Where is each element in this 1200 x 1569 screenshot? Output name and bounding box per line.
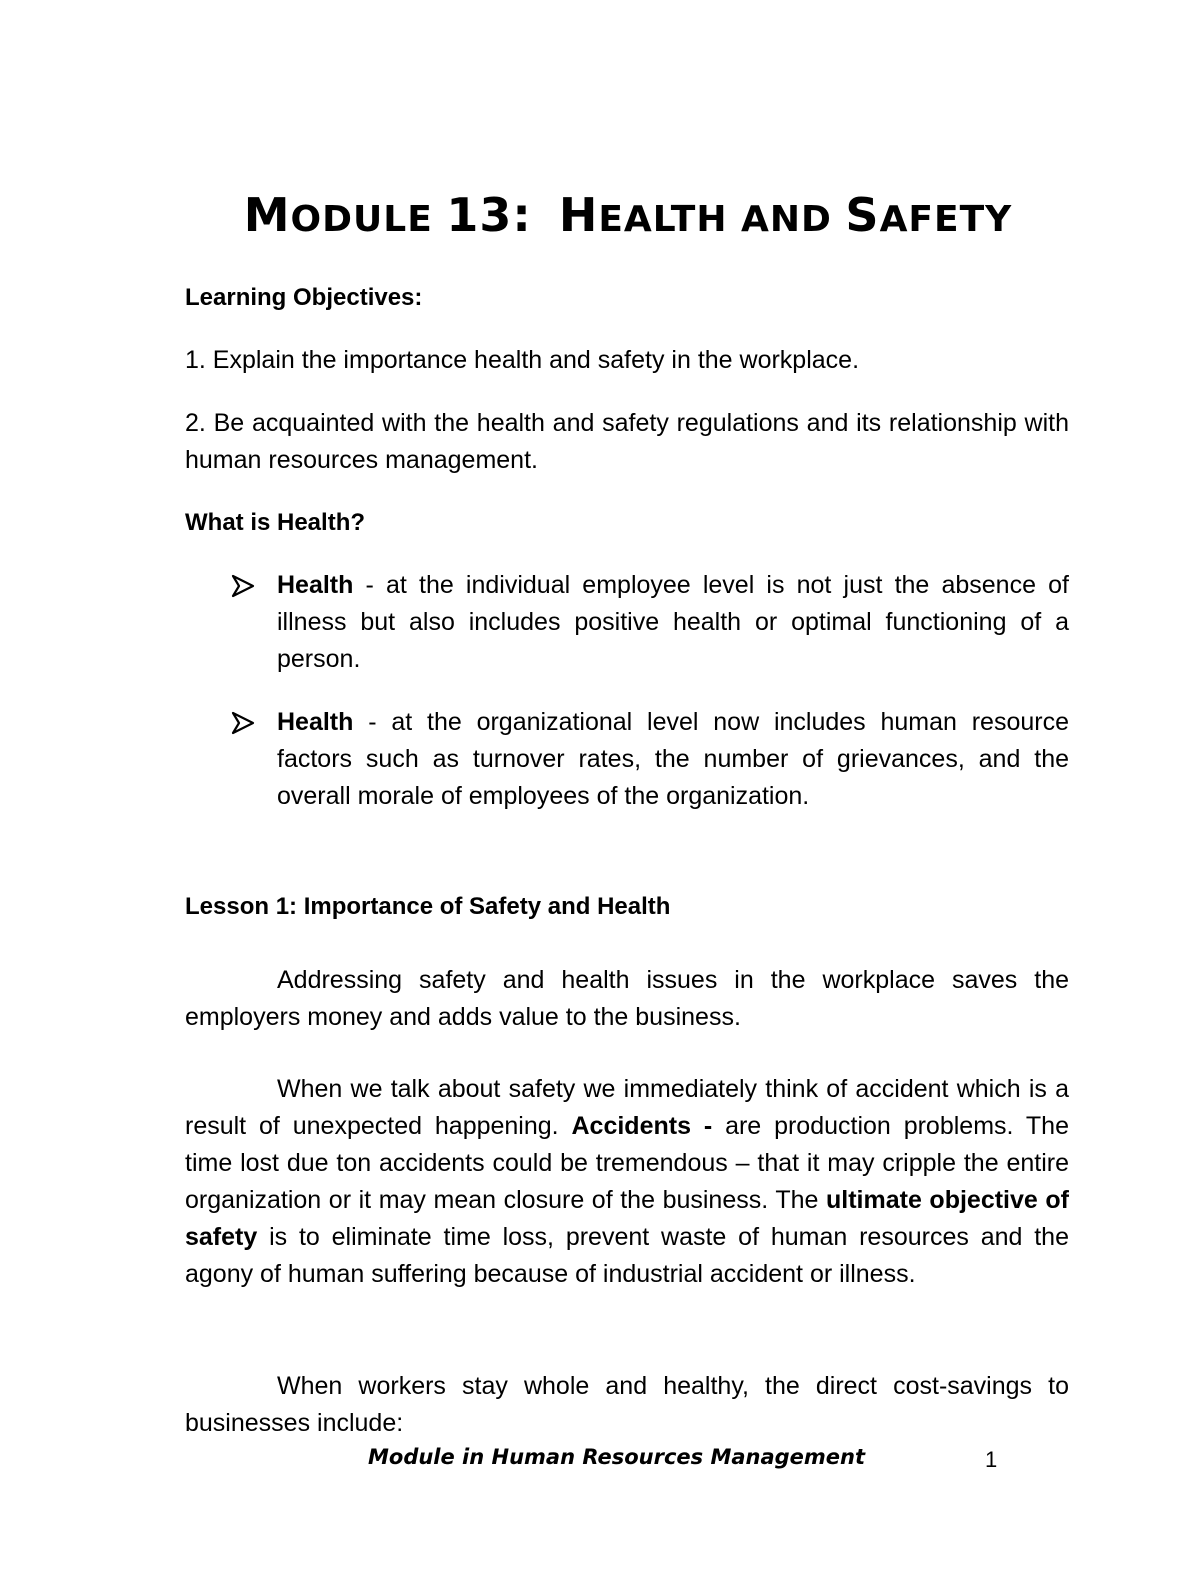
health-bullet-2 [277,704,1069,815]
bullet-text: - at the individual employee level is not just the absence of illness but also includes positive health or optimal functioning of a person. [277,571,1069,673]
page-number: 1 [985,1447,998,1472]
arrow-bullet-icon [231,574,255,598]
health-bullet-1 [277,567,1069,678]
objective-item-1: 1. Explain the importance health and safety in the workplace. [185,346,860,374]
lesson-1-paragraph-1: Addressing safety and health issues in the workplace saves the employers money and adds value to the business. [185,966,1069,1031]
accidents-term: Accidents - [571,1112,713,1140]
page-title: MODULE 13: HEALTH AND SAFETY [243,188,1013,242]
arrow-bullet-icon [231,711,255,735]
learning-objectives-heading: Learning Objectives: [185,284,423,311]
lesson-1-heading: Lesson 1: Importance of Safety and Health [185,893,671,920]
footer-module-label: Module in Human Resources Management [368,1445,866,1469]
lesson-1-paragraph-3: When workers stay whole and healthy, the direct cost-savings to businesses include: [185,1372,1069,1437]
what-is-health-heading: What is Health? [185,509,366,536]
objective-item-2: 2. Be acquainted with the health and safety regulations and its relationship with human resources management. [185,409,1069,474]
bullet-term: Health [277,708,354,736]
ultimate-objective-term: ultimate objective of safety [185,1186,1069,1251]
bullet-term: Health [277,571,354,599]
bullet-text: - at the organizational level now includes human resource factors such as turnover rates, the number of grievances, and the overall morale of employees of the organization. [277,708,1069,810]
lesson-1-paragraph-2: When we talk about safety we immediately think of accident which is a result of unexpected happening. Accidents - are production problems. The time lost due ton accidents could be tremendous – that it may cripple the entire organization or it may mean closure of the business. The ultimate objective of safety is to eliminate time loss, prevent waste of human resources and the agony of human suffering because of industrial accident or illness. [185,1075,1069,1288]
